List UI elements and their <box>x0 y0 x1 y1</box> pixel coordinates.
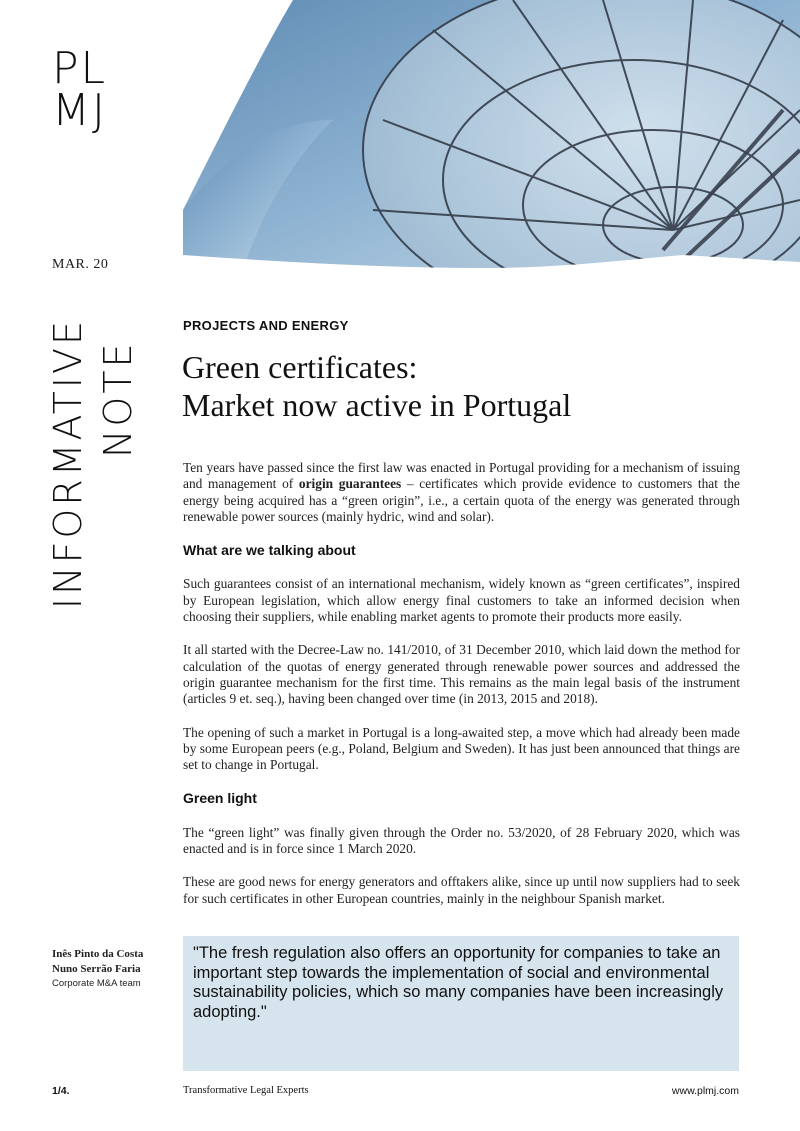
plmj-logo <box>52 43 134 136</box>
intro-bold-term: origin guarantees <box>298 476 402 492</box>
page-number: 1/4. <box>52 1085 70 1097</box>
vertical-title <box>48 318 138 673</box>
vertical-title-line-1: INFORMATIVE <box>46 318 90 610</box>
logo-line-2: MJ <box>52 85 107 136</box>
logo-line-1: PL <box>52 43 108 94</box>
intro-text-2: – certificates which provide evidence to customers that the energy being acquired has a “green origin”, i.e., a certain quota of the energy was generated through renewable power sources (mainly hydric, wind and solar). <box>183 476 740 524</box>
section-heading-green-light: Green light <box>183 790 257 807</box>
section-label: PROJECTS AND ENERGY <box>183 318 349 333</box>
footer-tagline: Transformative Legal Experts <box>183 1085 309 1096</box>
intro-paragraph <box>183 460 740 525</box>
title-line-2: Market now active in Portugal <box>182 387 572 423</box>
footer-url[interactable]: www.plmj.com <box>671 1085 739 1097</box>
authors-block <box>52 948 172 989</box>
pull-quote: "The fresh regulation also offers an opportunity for companies to take an important step towards the implementation of social and environmental sustainability policies, which so many companies have been increasingly adopting." <box>193 944 724 1021</box>
author-1: Inês Pinto da Costa <box>52 948 144 960</box>
article-body <box>183 460 740 924</box>
intro-text-1: Ten years have passed since the first law was enacted in Portugal providing for a mechanism of issuing and management of <box>183 460 740 492</box>
author-2: Nuno Serrão Faria <box>52 963 141 975</box>
pull-quote-box <box>183 936 739 1071</box>
issue-date: MAR. 20 <box>52 257 109 272</box>
paragraph-2: It all started with the Decree-Law no. 141/2010, of 31 December 2010, which laid down the method for calculation of the quotas of energy generated through renewable power sources and addressed the origin guarantee mechanism for the first time. This remains as the main legal basis of the instrument (articles 9 et. seq.), having been changed over time (in 2013, 2015 and 2018). <box>183 642 740 707</box>
section-heading-what: What are we talking about <box>183 542 356 559</box>
vertical-title-line-2: NOTE <box>96 340 140 458</box>
page-title <box>182 348 742 424</box>
hero-image-radio-dish <box>183 0 800 270</box>
author-team: Corporate M&A team <box>52 978 141 989</box>
paragraph-3: The opening of such a market in Portugal is a long-awaited step, a move which had already been made by some European peers (e.g., Poland, Belgium and Sweden). It has just been announced that things are set to change in Portugal. <box>183 724 740 773</box>
paragraph-5: These are good news for energy generators and offtakers alike, since up until now suppliers had to seek for such certificates in other European countries, mainly in the neighbour Spanish market. <box>183 874 740 906</box>
paragraph-1: Such guarantees consist of an international mechanism, widely known as “green certificates”, inspired by European legislation, which allow energy final customers to take an informed decision when choosing their suppliers, while enabling market agents to promote their products more easily. <box>183 576 740 625</box>
paragraph-4: The “green light” was finally given through the Order no. 53/2020, of 28 February 2020, which was enacted and is in force since 1 March 2020. <box>183 824 740 857</box>
title-line-1: Green certificates: <box>182 349 418 385</box>
